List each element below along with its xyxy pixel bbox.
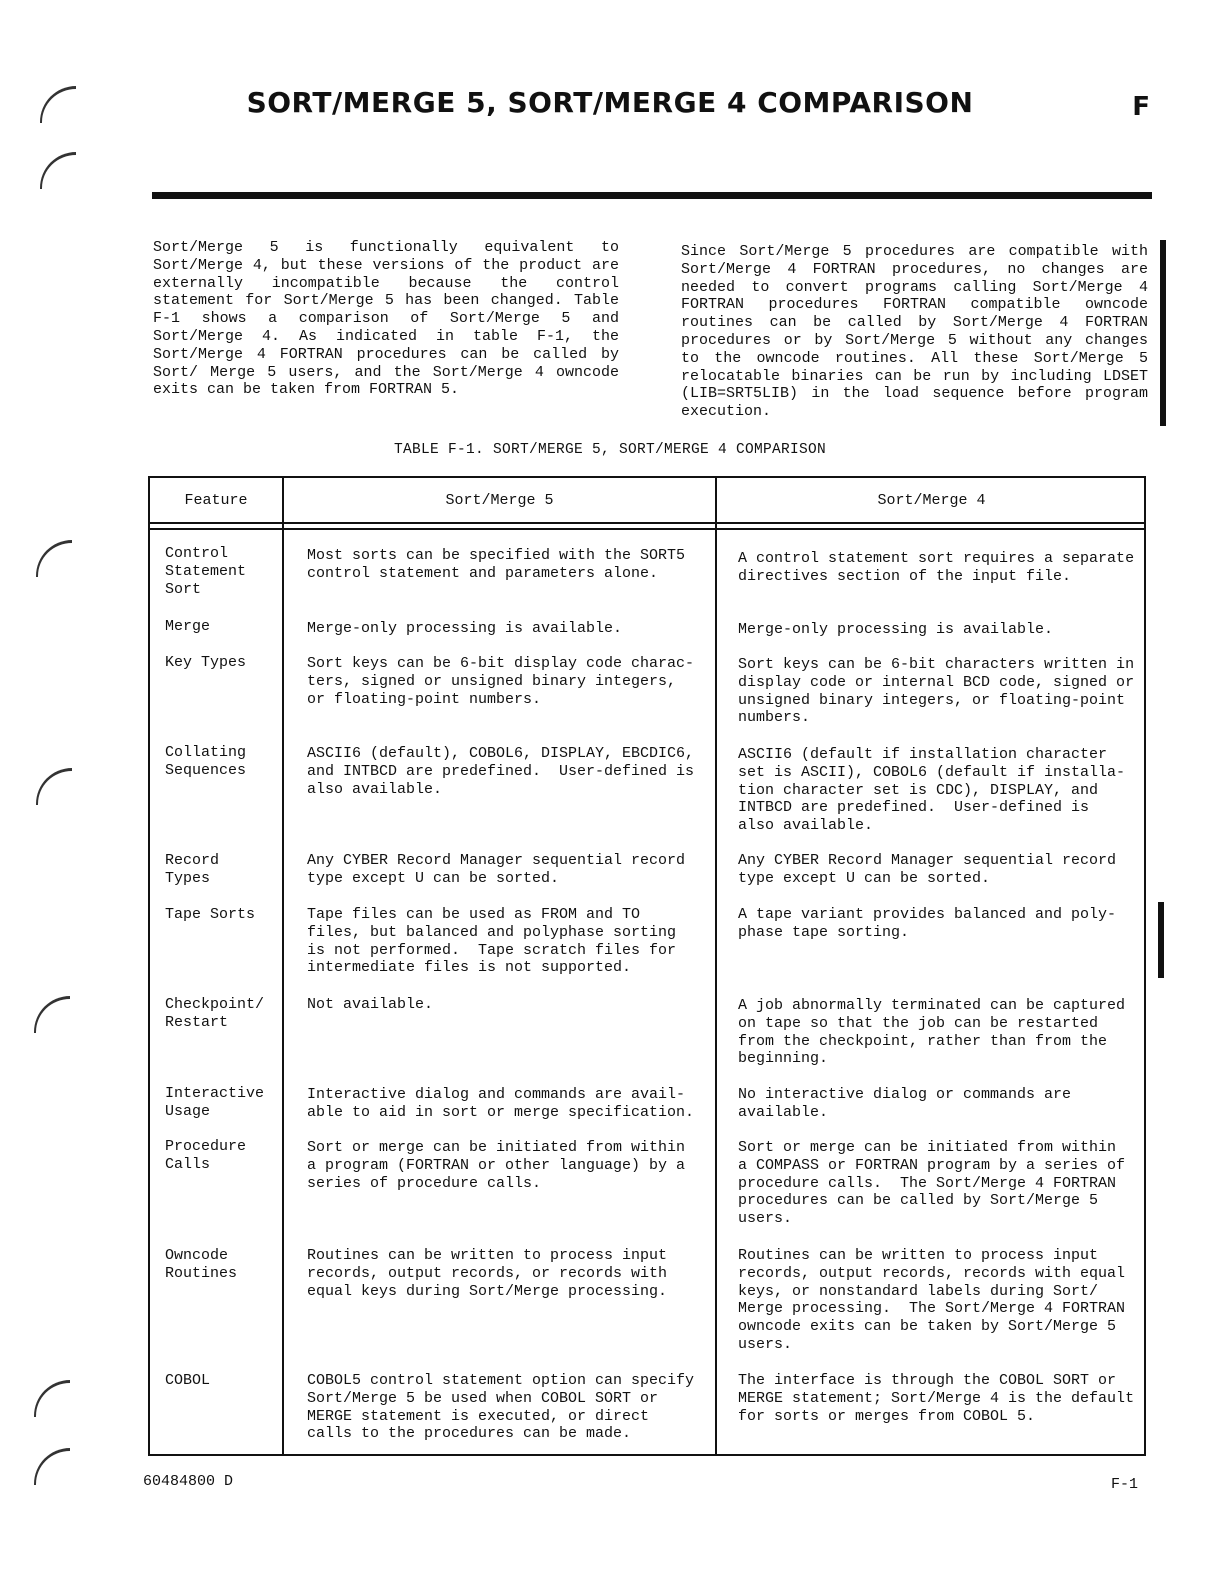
document-number: 60484800 D <box>143 1473 234 1490</box>
header-sort-merge-4: Sort/Merge 4 <box>877 492 986 509</box>
row-sm5: COBOL5 control statement option can specify Sort/Merge 5 be used when COBOL SORT or MERGE statement is executed, or direct calls to the procedures can be made. <box>307 1372 695 1443</box>
comparison-table <box>148 476 1146 1456</box>
binder-hole-mark <box>36 540 72 577</box>
row-feature: Interactive Usage <box>165 1085 265 1120</box>
row-sm4: Sort keys can be 6-bit characters written in display code or internal BCD code, signed or unsigned binary integers, or floating-point numbers. <box>738 656 1135 727</box>
row-sm5: Not available. <box>307 996 434 1013</box>
row-sm5: Tape files can be used as FROM and TO files, but balanced and polyphase sorting is not performed. Tape scratch files for intermediate files is not supported. <box>307 906 677 977</box>
column-divider <box>282 478 284 1454</box>
row-sm5: ASCII6 (default), COBOL6, DISPLAY, EBCDIC6, and INTBCD are predefined. User-defined is also available. <box>307 745 695 798</box>
row-sm4: A job abnormally terminated can be captured on tape so that the job can be restarted from the checkpoint, rather than from the beginning. <box>738 997 1126 1068</box>
row-sm4: A control statement sort requires a separate directives section of the input file. <box>738 550 1135 585</box>
title-rule <box>152 192 1152 199</box>
binder-hole-mark <box>36 768 72 805</box>
row-feature: Tape Sorts <box>165 906 256 923</box>
binder-hole-mark <box>34 1380 70 1417</box>
row-sm4: The interface is through the COBOL SORT or MERGE statement; Sort/Merge 4 is the default for sorts or merges from COBOL 5. <box>738 1372 1135 1425</box>
header-feature: Feature <box>184 492 248 509</box>
row-sm5: Routines can be written to process input records, output records, or records with equal keys during Sort/Merge processing. <box>307 1247 668 1300</box>
row-feature: Procedure Calls <box>165 1138 247 1173</box>
row-sm4: ASCII6 (default if installation character set is ASCII), COBOL6 (default if installa- tion character set is CDC), DISPLAY, and INTBCD are predefined. User-defined is also available. <box>738 746 1126 835</box>
intro-paragraph-right: Since Sort/Merge 5 procedures are compatible with Sort/Merge 4 FORTRAN procedures, no changes are needed to convert programs calling Sort/Merge 4 FORTRAN procedures FORTRAN compatible owncode routines can be called by Sort/Merge 4 FORTRAN procedures or by Sort/Merge 5 without any changes to the owncode routines. All these Sort/Merge 5 relocatable binaries can be run by including LDSET (LIB=SRT5LIB) in the load sequence before program execution. <box>681 243 1148 421</box>
row-sm4: Routines can be written to process input records, output records, records with equal keys, or nonstandard labels during Sort/ Merge processing. The Sort/Merge 4 FORTRAN owncode exits can be taken by Sort/Merge 5 users. <box>738 1247 1126 1353</box>
row-feature: Checkpoint/ Restart <box>165 996 265 1031</box>
row-feature: COBOL <box>165 1372 211 1389</box>
row-sm4: No interactive dialog or commands are available. <box>738 1086 1072 1121</box>
row-feature: Control Statement Sort <box>165 545 247 598</box>
header-rule <box>150 528 1144 530</box>
row-feature: Record Types <box>165 852 220 887</box>
row-sm4: Merge-only processing is available. <box>738 621 1054 638</box>
row-sm4: Sort or merge can be initiated from within a COMPASS or FORTRAN program by a series of procedure calls. The Sort/Merge 4 FORTRAN procedures can be called by Sort/Merge 5 users. <box>738 1139 1126 1228</box>
binder-hole-mark <box>34 1448 70 1485</box>
row-feature: Owncode Routines <box>165 1247 238 1282</box>
row-sm5: Interactive dialog and commands are avail- able to aid in sort or merge specification. <box>307 1086 695 1121</box>
page-title: SORT/MERGE 5, SORT/MERGE 4 COMPARISON <box>246 86 974 119</box>
row-sm5: Any CYBER Record Manager sequential record type except U can be sorted. <box>307 852 686 887</box>
row-feature: Collating Sequences <box>165 744 247 779</box>
column-divider <box>715 478 717 1454</box>
change-bar <box>1158 902 1164 978</box>
table-caption: TABLE F-1. SORT/MERGE 5, SORT/MERGE 4 COMPARISON <box>393 442 827 458</box>
appendix-letter: F <box>1132 92 1150 122</box>
row-feature: Key Types <box>165 654 247 671</box>
page-number: F-1 <box>1110 1476 1138 1493</box>
row-sm5: Sort or merge can be initiated from within a program (FORTRAN or other language) by a series of procedure calls. <box>307 1139 686 1192</box>
row-feature: Merge <box>165 618 211 635</box>
binder-hole-mark <box>34 996 70 1033</box>
change-bar <box>1160 240 1166 426</box>
intro-paragraph-left: Sort/Merge 5 is functionally equivalent to Sort/Merge 4, but these versions of the product are externally incompatible because the control statement for Sort/Merge 5 has been changed. Table F-1 shows a comparison of Sort/Merge 5 and Sort/Merge 4. As indicated in table F-1, the Sort/Merge 4 FORTRAN procedures can be called by Sort/ Merge 5 users, and the Sort/Merge 4 owncode exits can be taken from FORTRAN 5. <box>153 239 619 399</box>
row-sm4: Any CYBER Record Manager sequential record type except U can be sorted. <box>738 852 1117 887</box>
header-sort-merge-5: Sort/Merge 5 <box>445 492 554 509</box>
row-sm5: Merge-only processing is available. <box>307 620 623 637</box>
header-rule <box>150 522 1144 524</box>
row-sm5: Most sorts can be specified with the SORT5 control statement and parameters alone. <box>307 547 686 582</box>
row-sm4: A tape variant provides balanced and poly- phase tape sorting. <box>738 906 1117 941</box>
binder-hole-mark <box>40 152 76 189</box>
row-sm5: Sort keys can be 6-bit display code charac- ters, signed or unsigned binary integers, or floating-point numbers. <box>307 655 695 708</box>
